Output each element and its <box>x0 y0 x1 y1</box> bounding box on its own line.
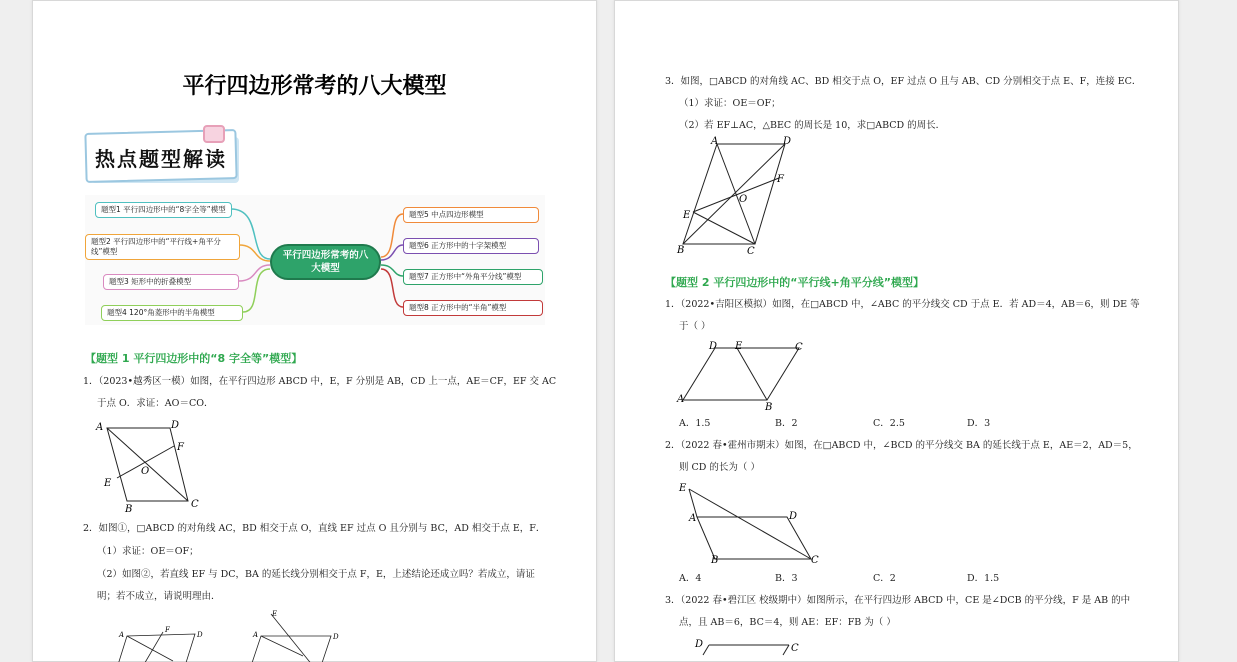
mindmap-center: 平行四边形常考的八大模型 <box>270 244 381 280</box>
fig3-label-e: E <box>683 210 691 221</box>
mindmap-node-8: 题型8 正方形中的“半角”模型 <box>403 300 543 316</box>
fig4-label-b: B <box>765 402 773 413</box>
question-3-line2: （1）求证：OE＝OF； <box>679 98 781 109</box>
question-2-line1: 2．如图①，□ABCD 的对角线 AC，BD 相交于点 O，直线 EF 过点 O 且分别与 BC，AD 相交于点 E，F． <box>83 523 546 534</box>
fig1-label-f: F <box>177 442 184 453</box>
problem-1-option-b: B．2 <box>775 418 798 429</box>
problem-1-option-d: D．3 <box>967 418 991 429</box>
figure-4 <box>675 338 815 413</box>
mindmap-node-2-line1: 题型2 平行四边形中的“平行线+角平分 <box>91 237 221 246</box>
fig6-label-c: C <box>791 643 799 654</box>
figure-6 <box>685 633 815 653</box>
problem-3-line1: 3．（2022 春•碧江区 校级期中）如图所示，在平行四边形 ABCD 中，CE 是∠DCB 的平分线，F 是 AB 的中 <box>665 595 1131 606</box>
fig2-label-d: D <box>197 631 203 639</box>
mindmap-node-2-line2: 线”模型 <box>91 247 118 256</box>
problem-2-option-a: A．4 <box>679 573 702 584</box>
mindmap-node-6: 题型6 正方形中的十字架模型 <box>403 238 539 254</box>
fig3-label-f: F <box>777 174 784 185</box>
fig1-label-a: A <box>96 422 104 433</box>
figure-5 <box>675 479 825 569</box>
figure-2 <box>113 606 339 656</box>
section-heading-2: 【题型 2 平行四边形中的“平行线+角平分线”模型】 <box>665 276 924 289</box>
right-page <box>614 0 1179 662</box>
fig4-label-d: D <box>709 341 718 352</box>
problem-2-line1: 2．（2022 春•霍州市期末）如图，在□ABCD 中，∠BCD 的平分线交 BA 的延长线于点 E，AE＝2，AD＝5， <box>665 440 1138 451</box>
fig2-label-a: A <box>119 631 125 639</box>
question-1-line1: 1．（2023•越秀区一模）如图，在平行四边形 ABCD 中，E，F 分别是 AB，CD 上一点，AE＝CF，EF 交 AC <box>83 376 557 387</box>
fig4-label-a: A <box>677 394 685 405</box>
section-heading-1: 【题型 1 平行四边形中的“8 字全等”模型】 <box>85 352 303 365</box>
banner-title: 热点题型解读 <box>95 147 227 171</box>
fig1-label-d: D <box>171 420 180 431</box>
left-page <box>32 0 597 662</box>
fig1-label-e: E <box>104 478 112 489</box>
mindmap-connectors <box>33 1 596 341</box>
mindmap-node-2 <box>85 234 240 260</box>
figure-3 <box>675 134 805 259</box>
problem-1-option-a: A．1.5 <box>679 418 711 429</box>
problem-1-line2: 于（ ） <box>679 321 711 332</box>
fig2b-label-d: D <box>333 633 339 641</box>
problem-3-line2: 点，且 AB＝6，BC＝4，则 AE：EF：FB 为（ ） <box>679 617 896 628</box>
mindmap-node-3: 题型3 矩形中的折叠模型 <box>103 274 239 290</box>
fig6-label-d: D <box>695 639 704 650</box>
page-title: 平行四边形常考的八大模型 <box>182 74 447 99</box>
fig1-label-c: C <box>191 499 199 510</box>
fig5-label-b: B <box>711 555 719 566</box>
mindmap-node-5: 题型5 中点四边形模型 <box>403 207 539 223</box>
fig4-label-e: E <box>735 341 743 352</box>
fig1-label-o: O <box>141 466 150 477</box>
problem-2-option-d: D．1.5 <box>967 573 1000 584</box>
problem-2-line2: 则 CD 的长为（ ） <box>679 462 760 473</box>
fig2b-label-e: E <box>272 610 278 618</box>
question-2-line4: 明；若不成立，请说明理由． <box>97 591 221 602</box>
fig3-label-b: B <box>677 245 685 256</box>
mindmap-node-7: 题型7 正方形中“外角平分线”模型 <box>403 269 543 285</box>
question-2-line2: （1）求证：OE＝OF； <box>97 546 199 557</box>
question-3-line1: 3．如图，□ABCD 的对角线 AC、BD 相交于点 O，EF 过点 O 且与 AB、CD 分别相交于点 E、F，连接 EC． <box>665 76 1142 87</box>
mindmap-node-4: 题型4 120°角菱形中的半角模型 <box>101 305 243 321</box>
problem-1-option-c: C．2.5 <box>873 418 905 429</box>
question-1-line2: 于点 O．求证：AO＝CO． <box>97 398 214 409</box>
fig5-label-e: E <box>679 483 687 494</box>
problem-2-option-b: B．3 <box>775 573 798 584</box>
problem-2-option-c: C．2 <box>873 573 896 584</box>
question-3-line3: （2）若 EF⊥AC，△BEC 的周长是 10，求□ABCD 的周长． <box>679 120 946 131</box>
question-2-line3: （2）如图②，若直线 EF 与 DC，BA 的延长线分别相交于点 F，E，上述结论还成立吗？若成立，请证 <box>97 569 535 580</box>
fig3-label-c: C <box>747 246 755 257</box>
fig2-label-f: F <box>165 626 170 634</box>
fig5-label-d: D <box>789 511 798 522</box>
problem-1-line1: 1．（2022•吉阳区模拟）如图，在□ABCD 中，∠ABC 的平分线交 CD 于点 E．若 AD＝4，AB＝6，则 DE 等 <box>665 299 1140 310</box>
fig2b-label-a: A <box>253 631 259 639</box>
fig5-label-a: A <box>689 513 697 524</box>
figure-1 <box>91 416 211 516</box>
fig3-label-a: A <box>711 136 719 147</box>
fig3-label-o: O <box>739 194 748 205</box>
fig3-label-d: D <box>783 136 792 147</box>
fig5-label-c: C <box>811 555 819 566</box>
mindmap-node-1: 题型1 平行四边形中的“8字全等”模型 <box>95 202 232 218</box>
fig1-label-b: B <box>125 504 133 515</box>
fig4-label-c: C <box>795 342 803 353</box>
